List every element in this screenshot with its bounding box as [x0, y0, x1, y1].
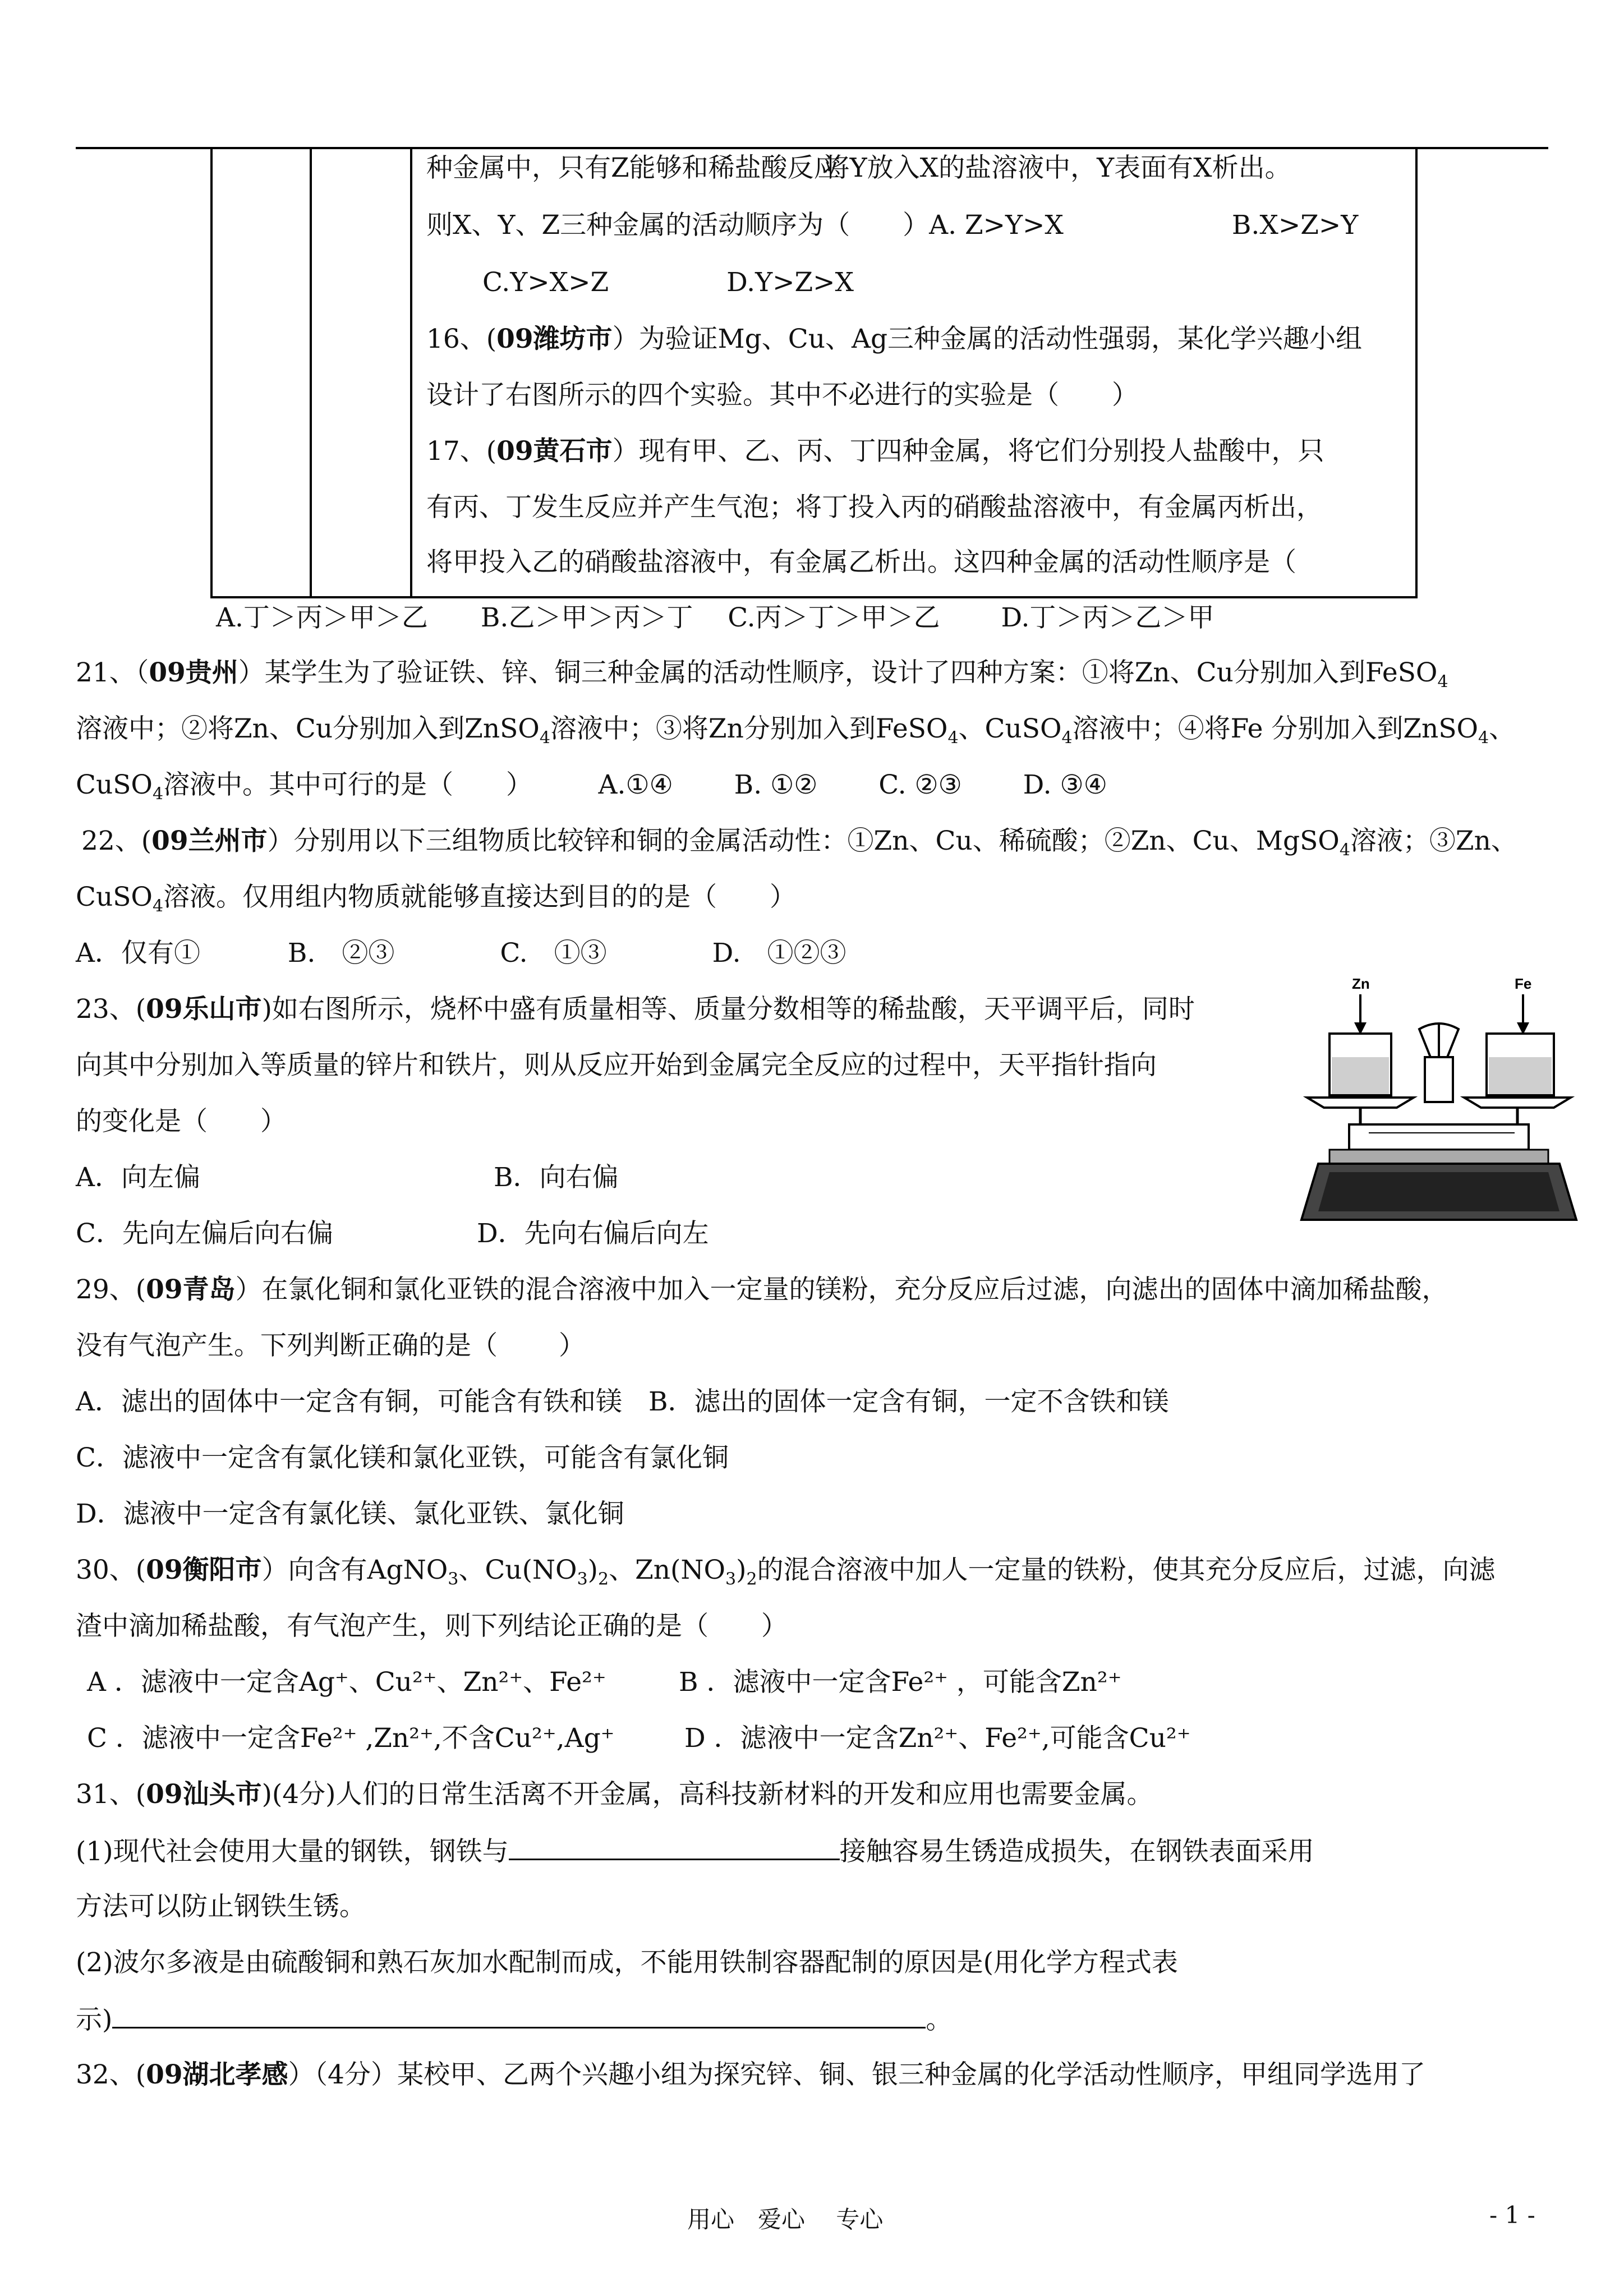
- q29-line2: 没有气泡产生。下列判断正确的是（ ）: [76, 1330, 585, 1361]
- q15-line1: 种金属中，只有Z能够和稀盐酸反应将Y放入X的盐溶液中，Y表面有X析出。: [426, 153, 1291, 183]
- answer-blank-1[interactable]: [509, 1834, 840, 1860]
- q30-option-d: D ．滤液中一定含Zn²⁺、Fe²⁺,可能含Cu²⁺: [684, 1723, 1191, 1754]
- q16-line2: 设计了右图所示的四个实验。其中不必进行的实验是（ ）: [426, 380, 1138, 411]
- q31-part1: (1)现代社会使用大量的钢铁，钢铁与 接触容易生锈造成损失，在钢铁表面采用: [76, 1834, 1314, 1869]
- footer-motto: 用心 爱心 专心: [687, 2206, 884, 2233]
- q30-line1: 30、(09衡阳市）向含有AgNO$_3$、$Cu(NO_3)_2$、$Zn(NO_3)_2$的混合溶液中加人一定量的铁粉，使其充分反应后，过滤，向滤: [76, 1555, 1496, 1589]
- q23-line2: 向其中分别加入等质量的锌片和铁片，则从反应开始到金属完全反应的过程中，天平指针指向: [76, 1050, 1157, 1081]
- q16-line1: 16、(09潍坊市）为验证Mg、Cu、Ag三种金属的活动性强弱，某化学兴趣小组: [426, 324, 1363, 354]
- q29-line1: 29、(09青岛）在氯化铜和氯化亚铁的混合溶液中加入一定量的镁粉，充分反应后过滤，向滤出的固体中滴加稀盐酸，: [76, 1274, 1448, 1305]
- q22-line1: 22、(09兰州市）分别用以下三组物质比较锌和铜的金属活动性：①Zn、Cu、稀硫酸；②Zn、Cu、MgSO$_4$溶液；③Zn、: [81, 826, 1517, 860]
- left-pan: [1307, 1098, 1414, 1108]
- q23-line1: 23、(09乐山市)如右图所示，烧杯中盛有质量相等、质量分数相等的稀盐酸，天平调平后，同时: [76, 994, 1195, 1025]
- q21-line2: 溶液中；②将Zn、Cu分别加入到ZnSO$_4$溶液中；③将Zn分别加入到FeSO$_4$、CuSO$_4$溶液中；④将Fe 分别加入到ZnSO$_4$、: [76, 713, 1516, 748]
- table-col-divider-1: [310, 147, 312, 598]
- q30-option-b: B ．滤液中一定含Fe²⁺ ，可能含Zn²⁺: [679, 1667, 1122, 1698]
- q23-line3: 的变化是（ ）: [76, 1106, 287, 1137]
- q17-line3: 将甲投入乙的硝酸盐溶液中，有金属乙析出。这四种金属的活动性顺序是（: [426, 547, 1296, 578]
- q32-line1: 32、(09湖北孝感）（4分）某校甲、乙两个兴趣小组为探究锌、铜、银三种金属的化学活动性顺序，甲组同学选用了: [76, 2059, 1425, 2090]
- fig-label-zn: Zn: [1352, 975, 1370, 992]
- q21-line3: CuSO$_4$溶液中。其中可行的是（ ） A.①④ B. ①② C. ②③ D. ③④: [76, 769, 1107, 804]
- q17-options: A.丁＞丙＞甲＞乙 B.乙＞甲＞丙＞丁 C.丙＞丁＞甲＞乙 D.丁＞丙＞乙＞甲: [216, 602, 1214, 633]
- q21-line1: 21、（09贵州）某学生为了验证铁、锌、铜三种金属的活动性顺序，设计了四种方案：①将Zn、Cu分别加入到FeSO$_4$: [76, 657, 1448, 692]
- q31-line1: 31、(09汕头市)(4分)人们的日常生活离不开金属，高科技新材料的开发和应用也需要金属。: [76, 1779, 1153, 1810]
- q23-option-c: C．先向左偏后向右偏: [76, 1218, 333, 1249]
- right-pan: [1464, 1098, 1571, 1108]
- q15-line2: 则X、Y、Z三种金属的活动顺序为（ ）A. Z>Y>X B.X>Z>Y: [426, 210, 1359, 241]
- q23-option-b: B．向右偏: [494, 1162, 619, 1193]
- fig-label-fe: Fe: [1515, 975, 1532, 992]
- answer-blank-2[interactable]: [112, 2002, 926, 2028]
- q22-line2: CuSO$_4$溶液。仅用组内物质就能够直接达到目的的是（ ）: [76, 882, 797, 916]
- q23-option-a: A．向左偏: [76, 1162, 200, 1193]
- q31-part2-cont: 示) 。: [76, 2002, 952, 2037]
- q15-line3: C.Y>X>Z D.Y>Z>X: [482, 267, 854, 298]
- q29-option-d: D．滤液中一定含有氯化镁、氯化亚铁、氯化铜: [76, 1499, 624, 1529]
- q29-option-ab: A．滤出的固体中一定含有铜，可能含有铁和镁 B．滤出的固体一定含有铜，一定不含铁和镁: [76, 1386, 1169, 1417]
- table-col-divider-2: [410, 147, 412, 598]
- q29-option-c: C．滤液中一定含有氯化镁和氯化亚铁，可能含有氯化铜: [76, 1442, 729, 1473]
- q30-option-a: A ．滤液中一定含Ag⁺、Cu²⁺、Zn²⁺、Fe²⁺: [87, 1667, 606, 1698]
- q23-option-d: D．先向右偏后向左: [477, 1218, 709, 1249]
- beam: [1349, 1124, 1529, 1150]
- q30-line2: 渣中滴加稀盐酸，有气泡产生，则下列结论正确的是（ ）: [76, 1611, 788, 1642]
- q31-part2: (2)波尔多液是由硫酸铜和熟石灰加水配制而成，不能用铁制容器配制的原因是(用化学方程式表: [76, 1947, 1178, 1978]
- q17-line1: 17、(09黄石市）现有甲、乙、丙、丁四种金属，将它们分别投人盐酸中，只: [426, 436, 1324, 467]
- balance-figure: [1296, 973, 1582, 1231]
- q22-options: A．仅有① B. ②③ C. ①③ D. ①②③: [76, 938, 846, 969]
- q17-line2: 有丙、丁发生反应并产生气泡；将丁投入丙的硝酸盐溶液中，有金属丙析出，: [426, 492, 1323, 523]
- q31-part1-cont: 方法可以防止钢铁生锈。: [76, 1891, 366, 1922]
- q30-option-c: C ．滤液中一定含Fe²⁺ ,Zn²⁺,不含Cu²⁺,Ag⁺: [87, 1723, 615, 1754]
- page-number: - 1 -: [1489, 2201, 1535, 2229]
